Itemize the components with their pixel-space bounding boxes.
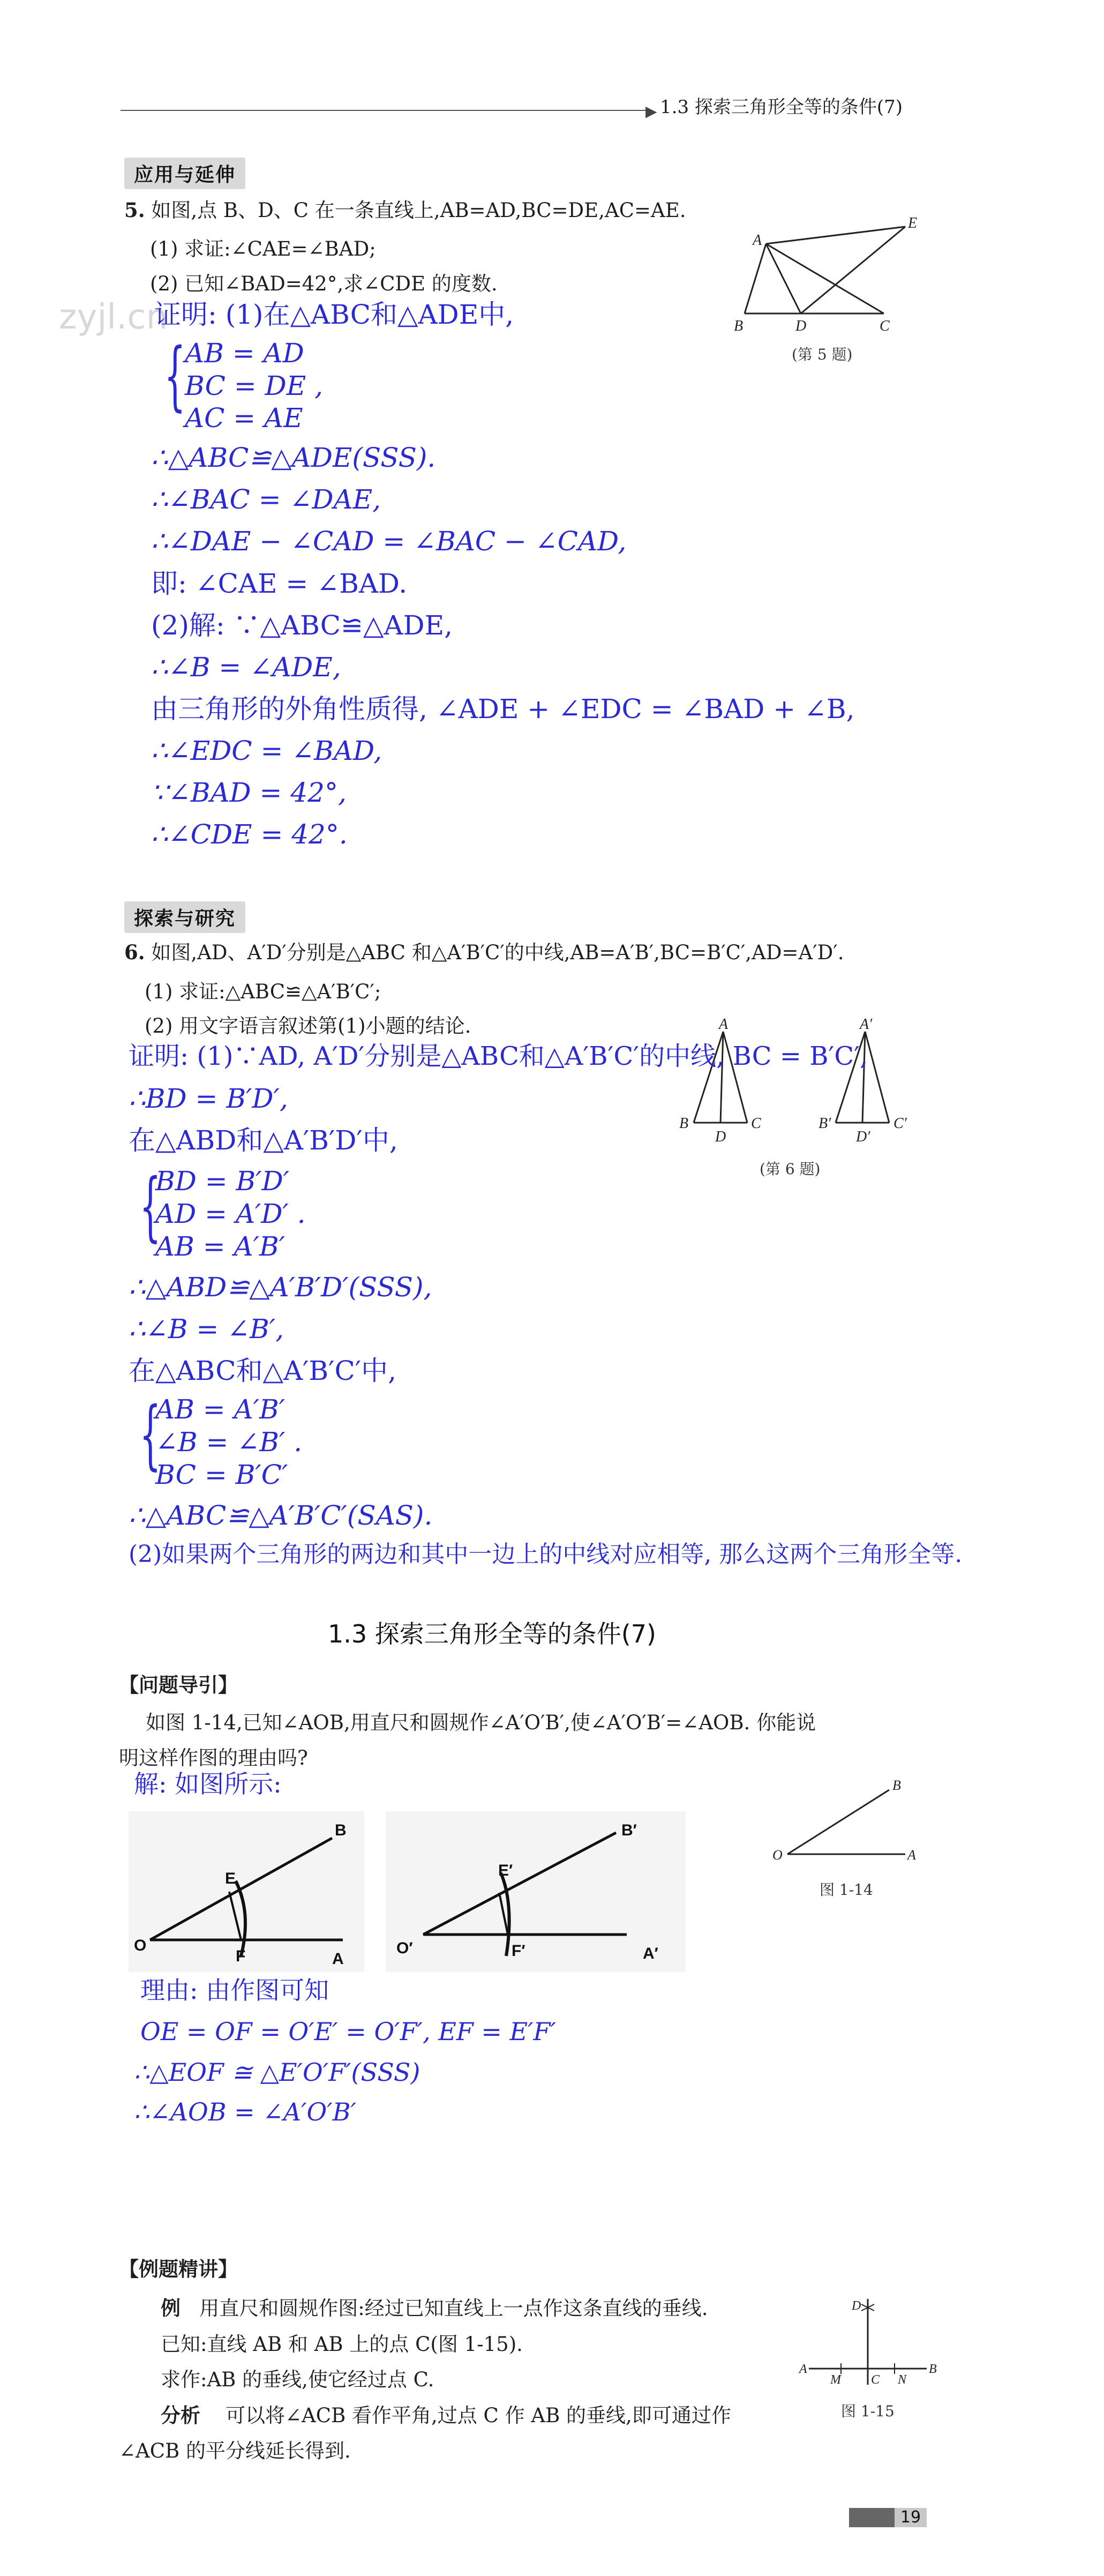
fig114-label-o: O xyxy=(772,1847,783,1863)
sol6-brace1: { xyxy=(139,1163,161,1250)
problem5-part1: (1) 求证:∠CAE=∠BAD; xyxy=(150,237,376,260)
constr-right-label-f2: F′ xyxy=(512,1942,525,1960)
sol5-line9: ∴∠EDC = ∠BAD, xyxy=(151,735,382,766)
example-analysis-2: ∠ACB 的平分线延长得到. xyxy=(119,2439,351,2462)
watermark: zyjl.cn xyxy=(59,297,168,337)
figure-5 xyxy=(734,212,927,351)
sol6-line1: 证明: (1)∵AD, A′D′分别是△ABC和△A′B′C′的中线, BC = B′C′, xyxy=(129,1041,868,1071)
fig6-label-a: A xyxy=(719,1018,729,1033)
sol6-line7: ∴△ABC≌△A′B′C′(SAS). xyxy=(129,1500,433,1531)
answer-line1: 解: 如图所示: xyxy=(134,1769,282,1798)
sol6-sys1a: BD = B′D′ xyxy=(155,1166,290,1197)
section-tag-apply xyxy=(124,158,245,189)
fig6-line-a2c2 xyxy=(865,1032,889,1123)
section-tag-explore xyxy=(124,901,245,933)
example-line1 xyxy=(161,2295,708,2322)
sol5-sys2: BC = DE , xyxy=(185,370,323,401)
example-title: 例 xyxy=(161,2296,181,2320)
fig5-label-a: A xyxy=(753,232,762,249)
sol5-line8: 由三角形的外角性质得, ∠ADE + ∠EDC = ∠BAD + ∠B, xyxy=(151,693,855,725)
problem5-text: 如图,点 B、D、C 在一条直线上,AB=AD,BC=DE,AC=AE. xyxy=(151,199,686,222)
guide-label: 【问题导引】 xyxy=(119,1674,238,1697)
sol5-line3: ∴∠BAC = ∠DAE, xyxy=(151,484,381,515)
section3-title: 1.3 探索三角形全等的条件(7) xyxy=(328,1619,656,1648)
fig5-line-ab xyxy=(745,244,766,313)
problem6-part2: (2) 用文字语言叙述第(1)小题的结论. xyxy=(145,1014,471,1037)
fig5-line-ae xyxy=(766,227,905,244)
fig6-label-b2: B′ xyxy=(818,1115,831,1132)
figure-1-15-caption: 图 1-15 xyxy=(841,2402,895,2420)
fig6-label-b: B xyxy=(679,1115,689,1132)
sol6-sys2a: AB = A′B′ xyxy=(155,1394,286,1425)
problem5-stem xyxy=(124,197,686,224)
page-number: 19 xyxy=(895,2508,927,2527)
fig5-label-d: D xyxy=(795,318,807,334)
example-analysis-1 xyxy=(161,2402,731,2429)
fig6-label-c: C xyxy=(751,1115,761,1132)
problem5-number: 5. xyxy=(124,198,145,222)
answer-line2: 理由: 由作图可知 xyxy=(140,1976,329,2005)
answer-line4: ∴△EOF ≅ △E′O′F′(SSS) xyxy=(134,2058,420,2087)
fig115-label-m: M xyxy=(830,2373,841,2387)
example-find: 求作:AB 的垂线,使它经过点 C. xyxy=(161,2368,434,2391)
sol5-sys3: AC = AE xyxy=(185,402,303,434)
fig114-ray-ob xyxy=(787,1790,889,1854)
header-arrow-icon: ▶ xyxy=(645,102,657,120)
fig115-label-d: D xyxy=(852,2299,861,2313)
constr-left-label-e: E xyxy=(225,1870,236,1887)
analysis-label: 分析 xyxy=(161,2403,200,2427)
construction-figure-left xyxy=(129,1811,364,1972)
fig5-line-de xyxy=(801,227,905,313)
fig6-label-c2: C′ xyxy=(893,1115,907,1132)
section-tag-apply-label: 应用与延伸 xyxy=(124,158,245,189)
fig115-label-c: C xyxy=(871,2373,880,2387)
sol6-line2: ∴BD = B′D′, xyxy=(129,1083,288,1114)
figure-5-caption: (第 5 题) xyxy=(792,346,853,363)
sol5-brace: { xyxy=(164,332,186,420)
answer-line5: ∴∠AOB = ∠A′O′B′ xyxy=(134,2097,356,2126)
sol5-sys1: AB = AD xyxy=(185,338,304,369)
guide-text-1: 如图 1-14,已知∠AOB,用直尺和圆规作∠A′O′B′,使∠A′O′B′=∠AOB. 你能说 xyxy=(146,1711,816,1734)
figure-1-14-caption: 图 1-14 xyxy=(820,1881,873,1899)
constr-left-label-b: B xyxy=(335,1821,347,1839)
fig115-label-n: N xyxy=(898,2373,907,2387)
problem5-part2: (2) 已知∠BAD=42°,求∠CDE 的度数. xyxy=(150,272,498,295)
fig5-label-b: B xyxy=(734,318,743,334)
problem6-text: 如图,AD、A′D′分别是△ABC 和△A′B′C′的中线,AB=A′B′,BC=B′C′,AD=A′D′. xyxy=(151,941,844,964)
sol5-line7: ∴∠B = ∠ADE, xyxy=(151,652,341,683)
sol5-line2: ∴△ABC≌△ADE(SSS). xyxy=(151,442,436,473)
fig114-label-a: A xyxy=(907,1847,916,1863)
sol6-line8: (2)如果两个三角形的两边和其中一边上的中线对应相等, 那么这两个三角形全等. xyxy=(129,1541,963,1568)
analysis-text-1: 可以将∠ACB 看作平角,过点 C 作 AB 的垂线,即可通过作 xyxy=(226,2404,731,2427)
fig6-label-a2: A′ xyxy=(860,1018,873,1033)
construction-figure-right xyxy=(386,1811,686,1972)
sol6-sys1c: AB = A′B′ xyxy=(155,1231,286,1262)
sol5-line11: ∴∠CDE = 42°. xyxy=(151,819,348,850)
figure-6 xyxy=(654,1018,953,1152)
sol5-line4: ∴∠DAE − ∠CAD = ∠BAC − ∠CAD, xyxy=(151,526,627,557)
fig6-label-d: D xyxy=(715,1129,726,1145)
fig5-label-c: C xyxy=(880,318,890,334)
sol6-line3: 在△ABD和△A′B′D′中, xyxy=(129,1125,398,1156)
fig6-label-d2: D′ xyxy=(856,1129,870,1145)
sol6-sys1b: AD = A′D′ . xyxy=(155,1198,306,1229)
fig115-label-a: A xyxy=(799,2362,807,2376)
guide-text-2: 明这样作图的理由吗? xyxy=(119,1746,308,1769)
sol5-line1: 证明: (1)在△ABC和△ADE中, xyxy=(154,299,514,330)
constr-right-label-e2: E′ xyxy=(498,1862,513,1879)
sol6-sys2c: BC = B′C′ xyxy=(155,1459,288,1490)
sol5-line10: ∵∠BAD = 42°, xyxy=(151,777,347,808)
constr-right-label-o2: O′ xyxy=(396,1939,413,1957)
sol6-line6: 在△ABC和△A′B′C′中, xyxy=(129,1355,396,1386)
header-rule xyxy=(121,110,651,111)
problem6-number: 6. xyxy=(124,940,145,964)
example-known: 已知:直线 AB 和 AB 上的点 C(图 1-15). xyxy=(161,2333,523,2356)
example-text: 用直尺和圆规作图:经过已知直线上一点作这条直线的垂线. xyxy=(199,2297,708,2320)
constr-left-label-a: A xyxy=(332,1950,344,1968)
sol5-line6: (2)解: ∵△ABC≌△ADE, xyxy=(151,610,453,641)
answer-line3: OE = OF = O′E′ = O′F′, EF = E′F′ xyxy=(140,2017,556,2046)
figure-1-14 xyxy=(766,1774,943,1870)
sol6-sys2b: ∠B = ∠B′ . xyxy=(155,1427,303,1458)
constr-left-label-f: F xyxy=(236,1947,246,1965)
sol6-line4: ∴△ABD≌△A′B′D′(SSS), xyxy=(129,1272,432,1303)
constr-right-label-b2: B′ xyxy=(621,1821,637,1839)
fig5-label-e: E xyxy=(908,215,918,232)
problem6-stem xyxy=(124,939,844,966)
figure-6-caption: (第 6 题) xyxy=(760,1160,821,1178)
constr-right-label-a2: A′ xyxy=(643,1945,658,1962)
section-tag-explore-label: 探索与研究 xyxy=(124,901,245,933)
sol6-brace2: { xyxy=(139,1391,161,1479)
header-title: 1.3 探索三角形全等的条件(7) xyxy=(660,96,903,118)
sol6-line5: ∴∠B = ∠B′, xyxy=(129,1313,284,1345)
sol5-line5: 即: ∠CAE = ∠BAD. xyxy=(151,568,408,599)
figure-1-15 xyxy=(798,2288,937,2395)
fig114-label-b: B xyxy=(892,1778,901,1793)
fig115-label-b: B xyxy=(929,2362,937,2376)
constr-left-label-o: O xyxy=(134,1937,147,1954)
problem6-part1: (1) 求证:△ABC≌△A′B′C′; xyxy=(145,980,381,1003)
example-label: 【例题精讲】 xyxy=(119,2258,238,2281)
